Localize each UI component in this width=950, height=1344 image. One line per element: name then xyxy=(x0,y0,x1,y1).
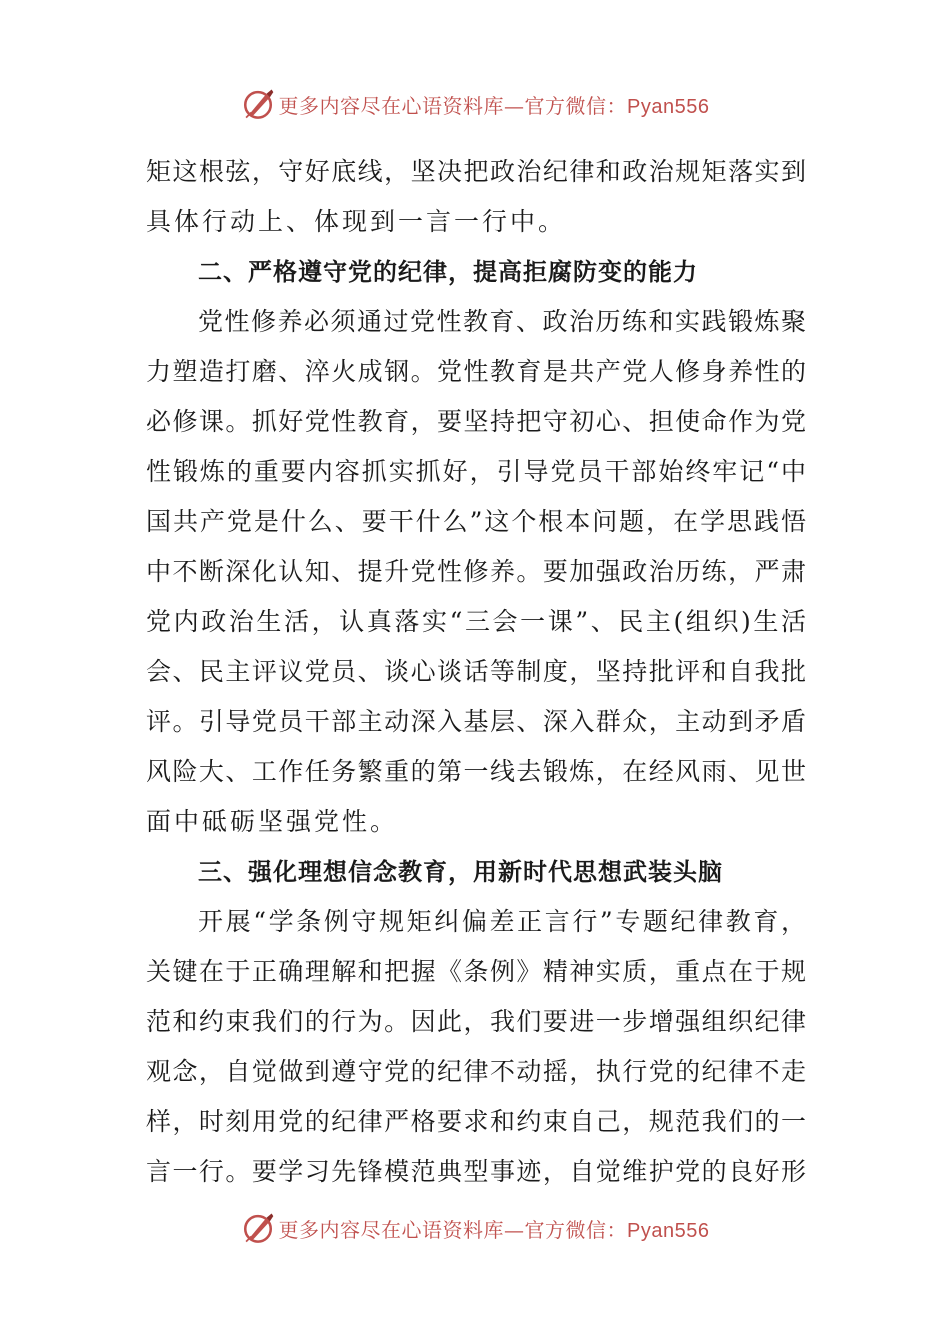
pen-nib-logo-icon xyxy=(241,87,275,121)
text-line: 必修课。抓好党性教育，要坚持把守初心、担使命作为党 xyxy=(146,407,806,436)
text-line: 观念，自觉做到遵守党的纪律不动摇，执行党的纪律不走 xyxy=(146,1057,806,1086)
section-heading: 二、严格遵守党的纪律，提高拒腐防变的能力 xyxy=(198,258,698,286)
text-line: 党内政治生活，认真落实“三会一课”、民主(组织)生活 xyxy=(146,607,806,636)
text-line: 评。引导党员干部主动深入基层、深入群众，主动到矛盾 xyxy=(146,707,806,736)
text-line: 开展“学条例守规矩纠偏差正言行”专题纪律教育， xyxy=(198,907,806,936)
text-line: 中不断深化认知、提升党性修养。要加强政治历练，严肃 xyxy=(146,557,806,586)
text-line: 具体行动上、体现到一言一行中。 xyxy=(146,207,567,236)
text-line: 矩这根弦，守好底线，坚决把政治纪律和政治规矩落实到 xyxy=(146,157,806,186)
text-line: 国共产党是什么、要干什么”这个根本问题，在学思践悟 xyxy=(146,507,806,536)
text-line: 性锻炼的重要内容抓实抓好，引导党员干部始终牢记“中 xyxy=(146,457,806,486)
document-body xyxy=(146,147,806,1197)
pen-nib-logo-icon xyxy=(241,1211,275,1245)
text-line: 风险大、工作任务繁重的第一线去锻炼，在经风雨、见世 xyxy=(146,757,806,786)
text-line: 关键在于正确理解和把握《条例》精神实质，重点在于规 xyxy=(146,957,806,986)
section-heading: 三、强化理想信念教育，用新时代思想武装头脑 xyxy=(198,858,723,886)
watermark-text: 更多内容尽在心语资料库—官方微信：Pyan556 xyxy=(278,1217,710,1242)
watermark-text: 更多内容尽在心语资料库—官方微信：Pyan556 xyxy=(278,93,710,118)
text-line: 党性修养必须通过党性教育、政治历练和实践锻炼聚 xyxy=(198,307,806,336)
text-line: 面中砥砺坚强党性。 xyxy=(146,807,399,836)
text-line: 样，时刻用党的纪律严格要求和约束自己，规范我们的一 xyxy=(146,1107,806,1136)
watermark-banner-top xyxy=(0,84,950,124)
text-line: 范和约束我们的行为。因此，我们要进一步增强组织纪律 xyxy=(146,1007,806,1036)
text-line: 力塑造打磨、淬火成钢。党性教育是共产党人修身养性的 xyxy=(146,357,806,386)
watermark-banner-bottom xyxy=(0,1208,950,1248)
text-line: 会、民主评议党员、谈心谈话等制度，坚持批评和自我批 xyxy=(146,657,806,686)
text-line: 言一行。要学习先锋模范典型事迹，自觉维护党的良好形 xyxy=(146,1157,806,1186)
